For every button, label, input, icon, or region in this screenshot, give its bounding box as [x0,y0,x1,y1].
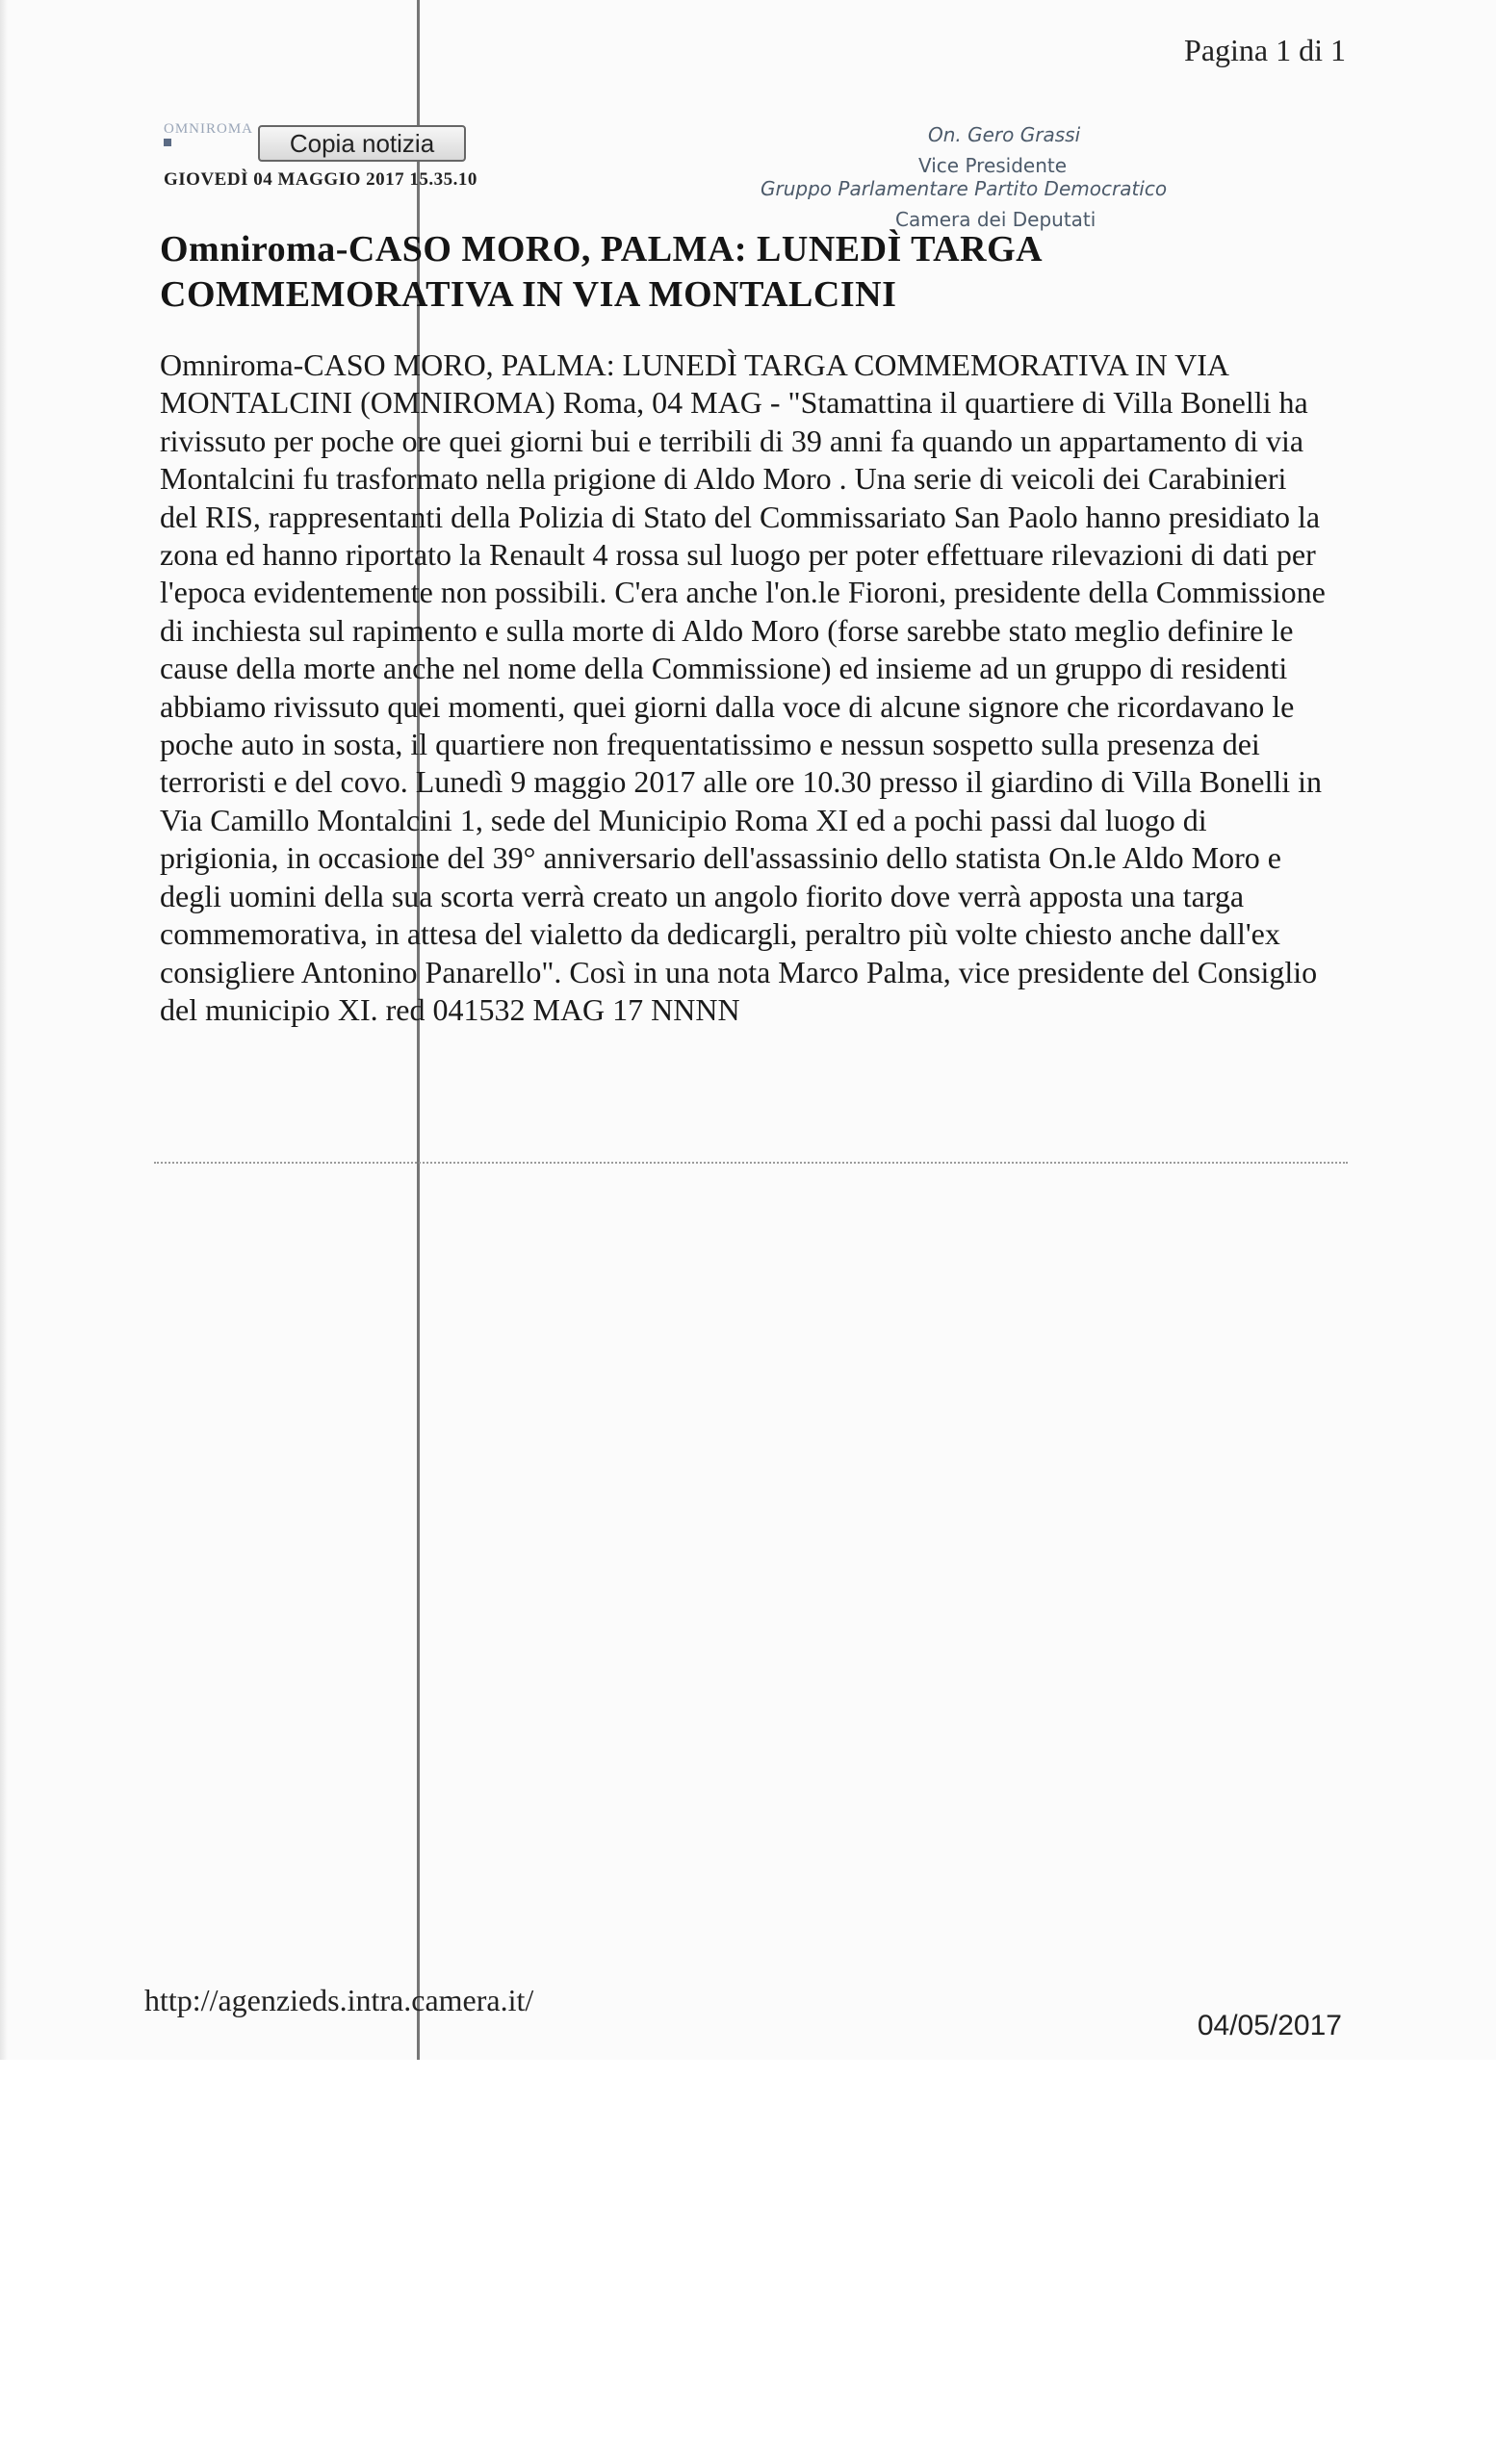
footer-url: http://agenzieds.intra.camera.it/ [144,1983,534,2017]
copy-news-button[interactable]: Copia notizia [258,125,466,162]
article-headline: Omniroma-CASO MORO, PALMA: LUNEDÌ TARGA COMMEMORATIVA IN VIA MONTALCINI [160,229,1041,315]
stamp-role: Vice Presidente [918,154,1068,177]
dotted-divider [154,1162,1348,1164]
stamp-chamber: Camera dei Deputati [895,208,1096,231]
stamp-name: On. Gero Grassi [928,123,1081,146]
logo-mark-icon [164,139,171,146]
page-indicator: Pagina 1 di 1 [1184,33,1346,67]
article-body: Omniroma-CASO MORO, PALMA: LUNEDÌ TARGA COMMEMORATIVA IN VIA MONTALCINI (OMNIROMA) Roma, 04 MAG - "Stamattina il quartiere di Villa Bonelli ha rivissuto per poche ore quei giorni bui e terribili di 39 anni fa quando un appartamento di via Montalcini fu trasformato nella prigione di Aldo Moro . Una serie di veicoli dei Carabinieri del RIS, rappresentanti della Polizia di Stato del Commissariato San Paolo hanno presidiato la zona ed hanno riportato la Renault 4 rossa sul luogo per poter effettuare rilevazioni di dati per l'epoca evidentemente non possibili. C'era anche l'on.le Fioroni, presidente della Commissione di inchiesta sul rapimento e sulla morte di Aldo Moro (forse sarebbe stato meglio definire le cause della morte anche nel nome della Commissione) ed insieme ad un gruppo di residenti abbiamo rivissuto quei momenti, quei giorni dalla voce di alcune signore che ricordavano le poche auto in sosta, il quartiere non frequentatissimo e nessun sospetto sulla presenza dei terroristi e del covo. Lunedì 9 maggio 2017 alle ore 10.30 presso il giardino di Villa Bonelli in Via Camillo Montalcini 1, sede del Municipio Roma XI ed a pochi passi dal luogo di prigionia, in occasione del 39° anniversario dell'assassinio dello statista On.le Aldo Moro e degli uomini della sua scorta verrà creato un angolo fiorito dove verrà apposta una targa commemorativa, in attesa del vialetto da dedicargli, peraltro più volte chiesto anche dall'ex consigliere Antonino Panarello". Così in una nota Marco Palma, vice presidente del Consiglio del municipio XI. red 041532 MAG 17 NNNN [160,347,1326,1027]
stamp-group: Gruppo Parlamentare Partito Democratico [761,177,1168,200]
dateline: GIOVEDÌ 04 MAGGIO 2017 15.35.10 [164,169,477,190]
footer-date: 04/05/2017 [1197,2010,1342,2041]
logo-text: OMNIROMA [164,121,254,137]
